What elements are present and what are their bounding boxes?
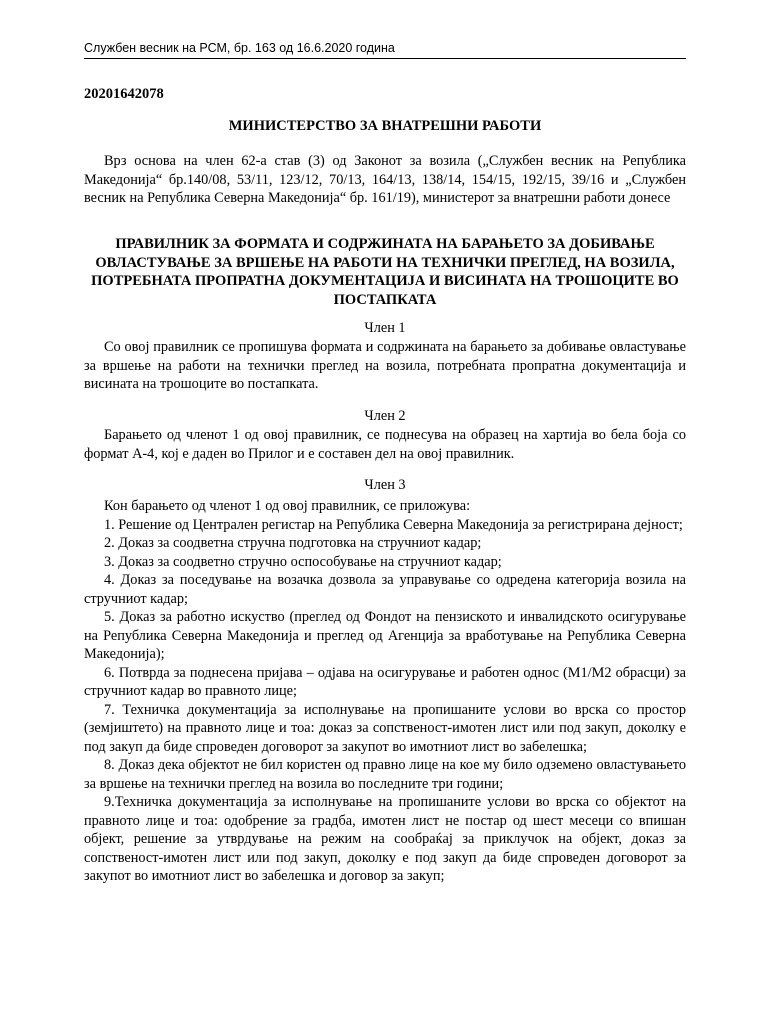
list-item: 8. Доказ дека објектот не бил користен од правно лице на кое му било одземено овластувањето за вршење на технички преглед на возила во последните три години;: [84, 757, 686, 792]
document-number: 20201642078: [84, 86, 164, 102]
list-item: 4. Доказ за поседување на возачка дозвола за управување со одредена категорија возила на стручниот кадар;: [84, 572, 686, 607]
article-3-body: [84, 497, 686, 886]
article-1-heading: Член 1: [364, 320, 406, 336]
list-item: 5. Доказ за работно искуство (преглед од Фондот на пензиското и инвалидското осигурување на Република Северна Македонија и преглед од Агенција за вработување на Република Северна Македонија);: [84, 609, 686, 662]
list-item: 6. Потврда за поднесена пријава – одјава на осигурување и работен однос (М1/М2 обрасци) за стручниот кадар во правното лице;: [84, 664, 686, 699]
article-3-intro: Кон барањето од членот 1 од овој правилник, се приложува:: [104, 498, 471, 514]
article-3-heading: Член 3: [364, 477, 406, 493]
list-item: 3. Доказ за соодветно стручно оспособување на стручниот кадар;: [104, 553, 502, 570]
article-2-body: [84, 426, 686, 463]
list-item: 7. Техничка документација за исполнување на пропишаните услови во врска со простор (земјиштето) на правното лице и тоа: доказ за сопственост-имотен лист или под закуп, доколку е под закуп да биде спроведен договорот за закупот во имотниот лист во забелешка;: [84, 701, 686, 755]
gazette-header: Службен весник на РСМ, бр. 163 од 16.6.2020 година: [84, 40, 686, 59]
list-item: 2. Доказ за соодветна стручна подготовка на стручниот кадар;: [104, 535, 482, 551]
preamble-paragraph: Врз основа на член 62-а став (3) од Законот за возила („Службен весник на Република Македонија“ бр.140/08, 53/11, 123/12, 70/13, 164/13, 138/14, 154/15, 192/15, 39/16 и „Службен весник на Република Северна Македонија“ бр. 161/19), министерот за внатрешни работи донесе: [84, 153, 686, 206]
rulebook-title: ПРАВИЛНИК ЗА ФОРМАТА И СОДРЖИНАТА НА БАРАЊЕТО ЗА ДОБИВАЊЕ ОВЛАСТУВАЊЕ ЗА ВРШЕЊЕ НА РАБОТИ НА ТЕХНИЧКИ ПРЕГЛЕД, НА ВОЗИЛА, ПОТРЕБНАТА ПРОПРАТНА ДОКУМЕНТАЦИЈА И ВИСИНАТА НА ТРОШОЦИТЕ ВО ПОСТАПКАТА: [91, 236, 679, 308]
article-1-text: Со овој правилник се пропишува формата и содржината на барањето за добивање овластување за вршење на работи на технички преглед на возила, потребната пропратна документација и висината на трошоците во постапката.: [84, 339, 686, 392]
list-item: 1. Решение од Централен регистар на Република Северна Македонија за регистрирана дејност;: [104, 516, 683, 533]
article-1-body: [84, 338, 686, 394]
list-item: 9.Техничка документација за исполнување на пропишаните услови во врска со објектот на правното лице и тоа: одобрение за градба, имотен лист не постар од шест месеци со впишан објект, решение за утврдување на режим на сообраќај за приклучок на објект, доказ за сопственост-имотен лист или под закуп, доколку е под закуп да биде спроведен договорот за закупот во имотниот лист во забелешка и договор за закуп;: [84, 794, 686, 884]
ministry-heading: МИНИСТЕРСТВО ЗА ВНАТРЕШНИ РАБОТИ: [228, 118, 542, 134]
article-2-text: Барањето од членот 1 од овој правилник, се поднесува на образец на хартија во бела боја со формат А-4, кој е даден во Прилог и е составен дел на овој правилник.: [84, 427, 686, 462]
article-2-heading: Член 2: [364, 408, 406, 424]
